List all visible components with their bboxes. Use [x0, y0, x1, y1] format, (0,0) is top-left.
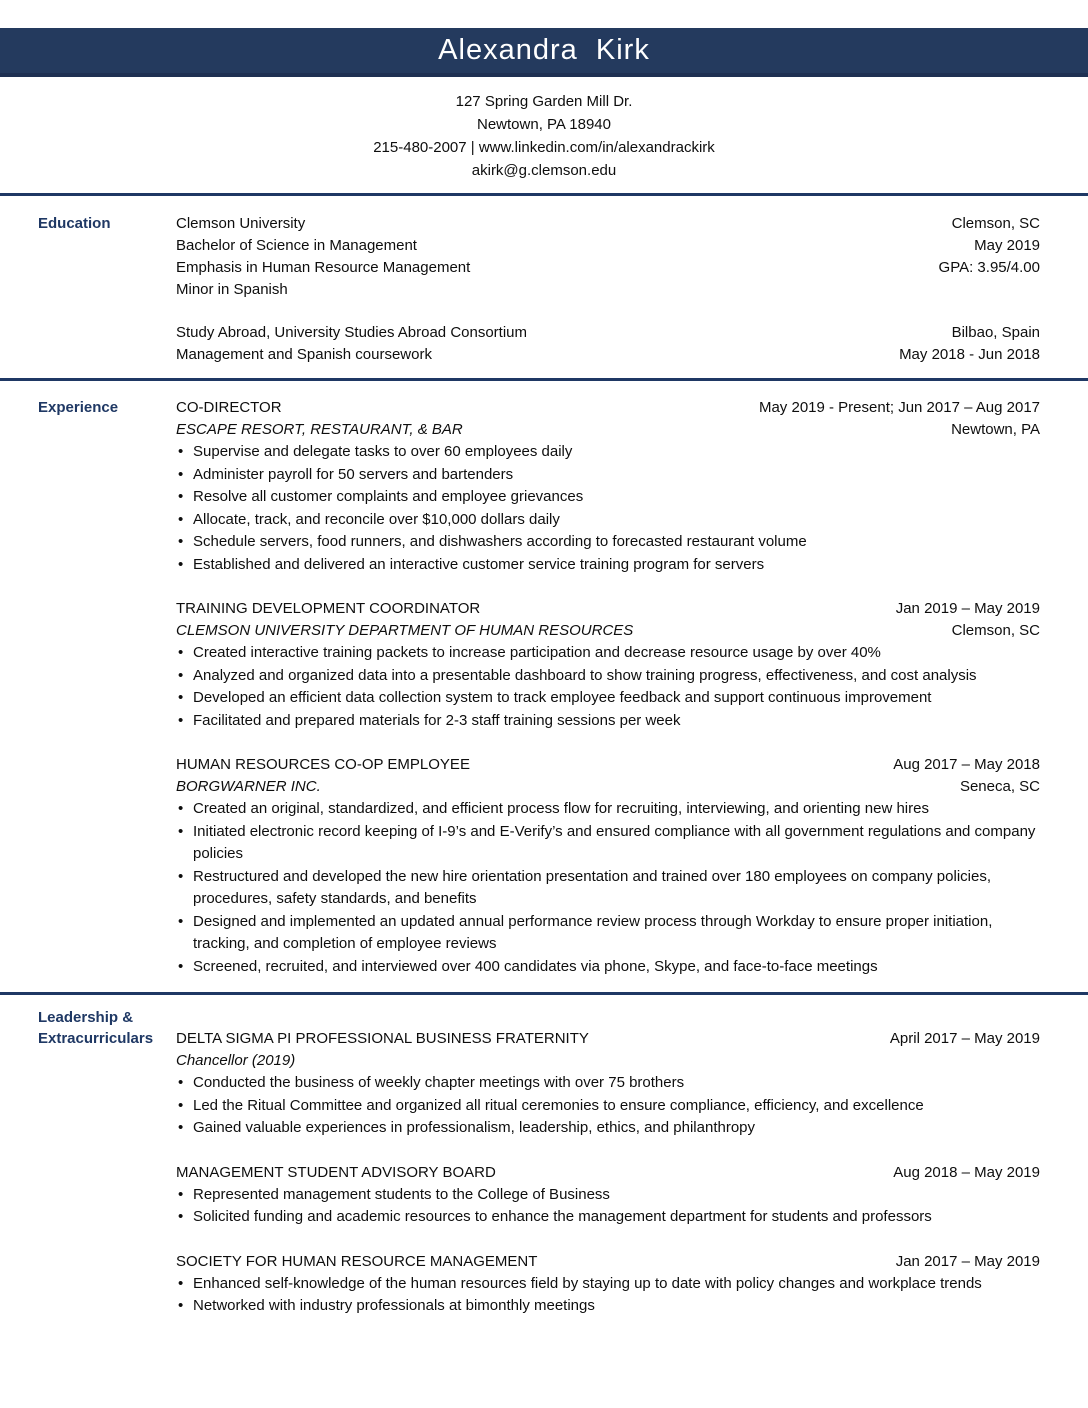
job-bullet: • Initiated electronic record keeping of I-9’s and E-Verify’s and ensured compliance with all government regulations and company policies: [176, 821, 1040, 866]
job-dates: Aug 2017 – May 2018: [893, 756, 1040, 773]
job-location: Clemson, SC: [951, 622, 1040, 639]
job-company: ESCAPE RESORT, RESTAURANT, & BAR: [176, 421, 463, 438]
org-bullet: • Conducted the business of weekly chapter meetings with over 75 brothers: [176, 1072, 1040, 1095]
contact-address-line1: 127 Spring Garden Mill Dr.: [455, 93, 633, 110]
education-section-label: Education: [38, 215, 111, 232]
org-bullet: • Led the Ritual Committee and organized all ritual ceremonies to ensure compliance, efficiency, and excellence: [176, 1095, 1040, 1118]
leadership-label-line1: Leadership &: [38, 1009, 134, 1026]
job-bullet: • Allocate, track, and reconcile over $10,000 dollars daily: [176, 509, 1040, 532]
job-hr-coop: [176, 754, 1040, 978]
job-bullet: • Created an original, standardized, and efficient process flow for recruiting, interviewing, and orienting new hires: [176, 798, 1040, 821]
org-bullet: • Solicited funding and academic resources to enhance the management department for students and professors: [176, 1206, 1040, 1229]
org-bullet-list: [176, 1072, 1040, 1140]
contact-block: [0, 90, 1088, 182]
job-title-row: [176, 598, 1040, 620]
contact-email: akirk@g.clemson.edu: [471, 162, 617, 179]
job-location: Seneca, SC: [959, 778, 1040, 795]
education-school: Clemson University: [176, 215, 306, 232]
name-banner: [0, 28, 1088, 77]
study-abroad-desc-row: [176, 344, 1040, 366]
education-degree: Bachelor of Science in Management: [176, 237, 417, 254]
org-subtitle-row: [176, 1050, 1040, 1072]
study-abroad-title: Study Abroad, University Studies Abroad Consortium: [176, 324, 528, 341]
experience-section-label: Experience: [38, 399, 119, 416]
org-bullet: • Enhanced self-knowledge of the human resources field by staying up to date with policy changes and workplace trends: [176, 1273, 1040, 1296]
job-bullet: • Screened, recruited, and interviewed over 400 candidates via phone, Skype, and face-to-face meetings: [176, 956, 1040, 979]
job-training-coordinator: [176, 598, 1040, 732]
experience-section: [0, 381, 1088, 992]
job-dates: May 2019 - Present; Jun 2017 – Aug 2017: [758, 399, 1040, 416]
education-gpa: GPA: 3.95/4.00: [938, 259, 1040, 276]
contact-phone-linkedin: 215-480-2007 | www.linkedin.com/in/alexandrackirk: [373, 139, 715, 156]
job-title-row: [176, 754, 1040, 776]
job-company: BORGWARNER INC.: [176, 778, 321, 795]
org-bullet: • Represented management students to the College of Business: [176, 1184, 1040, 1207]
education-minor: Minor in Spanish: [176, 281, 288, 298]
job-bullet: • Administer payroll for 50 servers and bartenders: [176, 464, 1040, 487]
job-title: CO-DIRECTOR: [176, 399, 282, 416]
job-bullet-list: [176, 798, 1040, 978]
job-bullet: • Schedule servers, food runners, and dishwashers according to forecasted restaurant volume: [176, 531, 1040, 554]
org-bullet-list: [176, 1273, 1040, 1318]
education-emphasis-row: [176, 257, 1040, 279]
leadership-content: [176, 1007, 1040, 1318]
spacer: [176, 301, 1040, 322]
job-bullet: • Facilitated and prepared materials for 2-3 staff training sessions per week: [176, 710, 1040, 733]
job-bullet: • Designed and implemented an updated annual performance review process through Workday to ensure proper initiation, tracking, and completion of employee reviews: [176, 911, 1040, 956]
job-title: HUMAN RESOURCES CO-OP EMPLOYEE: [176, 756, 470, 773]
job-bullet: • Resolve all customer complaints and employee grievances: [176, 486, 1040, 509]
org-title-row: [176, 1162, 1040, 1184]
org-title: SOCIETY FOR HUMAN RESOURCE MANAGEMENT: [176, 1252, 538, 1270]
leadership-section: [0, 995, 1088, 1318]
job-co-director: [176, 397, 1040, 576]
org-dates: April 2017 – May 2019: [889, 1030, 1040, 1047]
job-bullet: • Restructured and developed the new hire orientation presentation and trained over 180 employees on company policies, procedures, safety standards, and benefits: [176, 866, 1040, 911]
org-title: DELTA SIGMA PI PROFESSIONAL BUSINESS FRATERNITY: [176, 1030, 589, 1047]
education-degree-row: [176, 235, 1040, 257]
job-bullet: • Created interactive training packets to increase participation and decrease resource usage by over 40%: [176, 642, 1040, 665]
org-subtitle: Chancellor (2019): [176, 1052, 296, 1069]
study-abroad-row: [176, 322, 1040, 344]
org-dates: Jan 2017 – May 2019: [895, 1252, 1040, 1270]
job-company-row: [176, 419, 1040, 441]
study-abroad-location: Bilbao, Spain: [951, 324, 1040, 341]
job-company-row: [176, 776, 1040, 798]
org-dates: Aug 2018 – May 2019: [893, 1163, 1040, 1181]
leadership-label-line2: Extracurriculars: [38, 1030, 154, 1047]
job-company-row: [176, 620, 1040, 642]
org-title-row: [176, 1028, 1040, 1050]
org-shrm: [176, 1251, 1040, 1318]
job-title: TRAINING DEVELOPMENT COORDINATOR: [176, 600, 481, 617]
contact-address-line2: Newtown, PA 18940: [477, 116, 611, 133]
job-bullet-list: [176, 642, 1040, 732]
education-section: [0, 196, 1088, 378]
experience-content: [176, 397, 1040, 978]
job-location: Newtown, PA: [951, 421, 1040, 438]
org-delta-sigma-pi: [176, 1028, 1040, 1140]
education-content: [176, 213, 1040, 366]
org-bullet-list: [176, 1184, 1040, 1229]
education-school-location: Clemson, SC: [951, 215, 1040, 232]
study-abroad-dates: May 2018 - Jun 2018: [899, 346, 1040, 363]
education-grad-date: May 2019: [974, 237, 1040, 254]
study-abroad-desc: Management and Spanish coursework: [176, 346, 432, 363]
job-bullet-list: [176, 441, 1040, 576]
education-emphasis: Emphasis in Human Resource Management: [176, 259, 471, 276]
job-bullet: • Supervise and delegate tasks to over 60 employees daily: [176, 441, 1040, 464]
job-bullet: • Established and delivered an interactive customer service training program for servers: [176, 554, 1040, 577]
job-title-row: [176, 397, 1040, 419]
org-management-advisory-board: [176, 1162, 1040, 1229]
org-bullet: • Networked with industry professionals at bimonthly meetings: [176, 1295, 1040, 1318]
job-company: CLEMSON UNIVERSITY DEPARTMENT OF HUMAN RESOURCES: [176, 622, 634, 639]
education-minor-row: [176, 279, 1040, 301]
org-title: MANAGEMENT STUDENT ADVISORY BOARD: [176, 1163, 496, 1181]
job-bullet: • Analyzed and organized data into a presentable dashboard to show training progress, effectiveness, and cost analysis: [176, 665, 1040, 688]
leadership-section-label: [38, 1007, 176, 1318]
education-school-row: [176, 213, 1040, 235]
person-name: Alexandra Kirk: [438, 34, 650, 66]
org-title-row: [176, 1251, 1040, 1273]
job-dates: Jan 2019 – May 2019: [895, 600, 1040, 617]
org-bullet: • Gained valuable experiences in professionalism, leadership, ethics, and philanthropy: [176, 1117, 1040, 1140]
job-bullet: • Developed an efficient data collection system to track employee feedback and support continuous improvement: [176, 687, 1040, 710]
